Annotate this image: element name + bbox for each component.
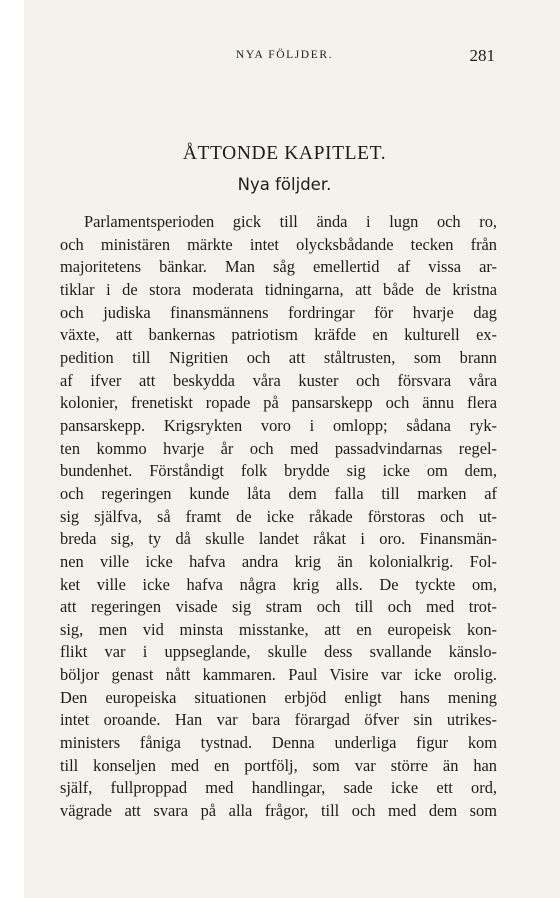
body-text <box>60 211 497 823</box>
text-line: pansarskepp. Krigsrykten voro i omlopp; sådana ryk- <box>60 415 497 435</box>
text-line: Den europeiska situationen erbjöd enligt hans mening <box>60 687 497 707</box>
text-line: ket ville icke hafva några krig alls. De tyckte om, <box>60 574 497 594</box>
book-page <box>24 0 560 898</box>
text-line: och ministären märkte intet olycksbådande tecken från <box>60 234 497 254</box>
text-line: tiklar i de stora moderata tidningarna, att både de kristna <box>60 279 497 299</box>
text-line: pedition till Nigritien och att ståltrusten, som brann <box>60 347 497 367</box>
text-line: och judiska finansmännens fordringar för hvarje dag <box>60 302 497 322</box>
text-line: af ifver att beskydda våra kuster och försvara våra <box>60 370 497 390</box>
chapter-heading: ÅTTONDE KAPITLET. <box>182 143 387 164</box>
chapter-subtitle: Nya följder. <box>237 175 332 194</box>
running-header <box>72 46 497 66</box>
text-line: ten kommo hvarje år och med passadvindarnas regel- <box>60 438 497 458</box>
text-line: vägrade att svara på alla frågor, till och med dem som <box>60 801 497 821</box>
text-line: bundenhet. Förståndigt folk brydde sig icke om dem, <box>60 461 497 481</box>
text-line: Parlamentsperioden gick till ända i lugn och ro, <box>84 212 497 231</box>
text-line: intet oroande. Han var bara förargad öfver sin utrikes- <box>60 710 497 730</box>
text-line: och regeringen kunde låta dem falla till marken af <box>60 483 497 503</box>
text-line: växte, att bankernas patriotism kräfde en kulturell ex- <box>60 325 497 345</box>
text-line: att regeringen visade sig stram och till och med trot- <box>60 597 497 617</box>
text-line: majoritetens bänkar. Man såg emellertid af vissa ar- <box>60 257 497 277</box>
text-line: sig, men vid minsta misstanke, att en europeisk kon- <box>60 619 497 639</box>
text-line: ministers fåniga tystnad. Denna underliga figur kom <box>60 733 497 753</box>
text-line: flikt var i uppseglande, skulle dess svallande känslo- <box>60 642 497 662</box>
text-line: till konseljen med en portfölj, som var större än han <box>60 755 497 775</box>
text-line: böljor genast nått kammaren. Paul Visire var icke orolig. <box>60 665 497 685</box>
text-line: kolonier, frenetiskt ropade på pansarskepp och ännu flera <box>60 393 497 413</box>
text-line: breda sig, ty då skulle landet råkat i oro. Finansmän- <box>60 529 497 549</box>
text-line: nen ville icke hafva andra krig än kolonialkrig. Fol- <box>60 551 497 571</box>
text-line: sig själfva, så framt de icke råkade förstoras och ut- <box>60 506 497 526</box>
text-line: själf, fullproppad med handlingar, sade icke ett ord, <box>60 778 497 798</box>
page-number: 281 <box>469 46 495 65</box>
running-title: NYA FÖLJDER. <box>235 49 334 61</box>
